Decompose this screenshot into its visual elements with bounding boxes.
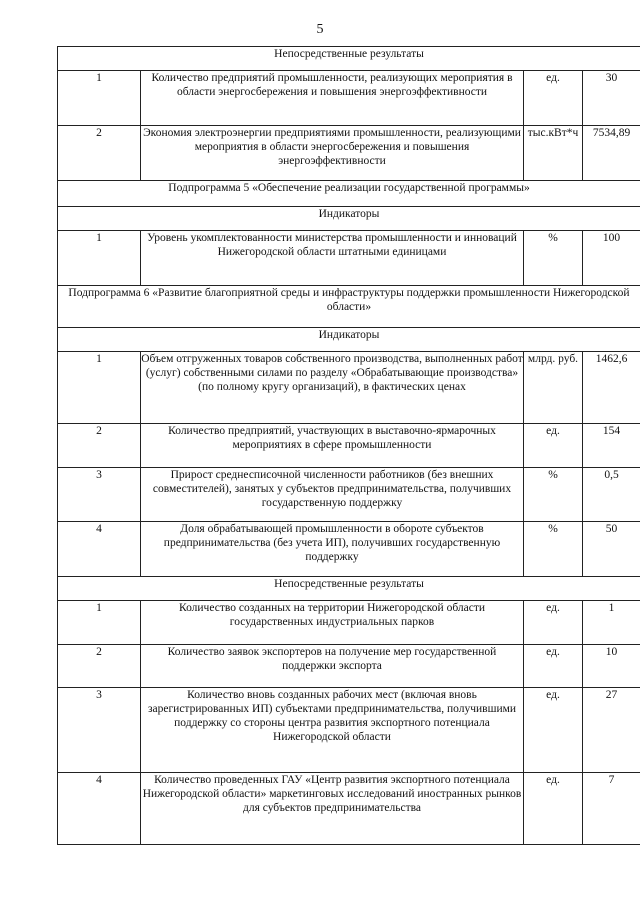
row-number: 4 — [58, 773, 141, 845]
row-unit: ед. — [524, 645, 583, 688]
row-unit: тыс.кВт*ч — [524, 126, 583, 181]
row-unit: ед. — [524, 71, 583, 126]
row-value: 7 — [583, 773, 640, 845]
table-row — [58, 601, 640, 645]
row-unit: % — [524, 522, 583, 577]
row-number: 1 — [58, 601, 141, 645]
row-number: 2 — [58, 645, 141, 688]
row-unit: ед. — [524, 688, 583, 773]
section-header: Индикаторы — [58, 328, 640, 352]
row-value: 27 — [583, 688, 640, 773]
section-header: Индикаторы — [58, 207, 640, 231]
row-description: Объем отгруженных товаров собственного производства, выполненных работ (услуг) собственными силами по разделу «Обрабатывающие производства» (по полному кругу организаций), в фактических ценах — [141, 352, 524, 424]
table-row — [58, 231, 640, 286]
row-value: 0,5 — [583, 468, 640, 522]
subprogram-header: Подпрограмма 5 «Обеспечение реализации государственной программы» — [58, 181, 640, 207]
row-number: 1 — [58, 352, 141, 424]
table-row — [58, 773, 640, 845]
row-number: 3 — [58, 468, 141, 522]
row-value: 100 — [583, 231, 640, 286]
table-row — [58, 522, 640, 577]
subprogram-header: Подпрограмма 6 «Развитие благоприятной среды и инфраструктуры поддержки промышленности Нижегородской области» — [58, 286, 640, 328]
row-value: 1 — [583, 601, 640, 645]
row-description: Доля обрабатывающей промышленности в обороте субъектов предпринимательства (без учета ИП), получивших государственную поддержку — [141, 522, 524, 577]
row-value: 154 — [583, 424, 640, 468]
table-row — [58, 468, 640, 522]
row-description: Количество предприятий, участвующих в выставочно-ярмарочных мероприятиях в сфере промышленности — [141, 424, 524, 468]
table-row — [58, 352, 640, 424]
row-value: 50 — [583, 522, 640, 577]
section-row — [58, 207, 640, 231]
row-description: Количество созданных на территории Нижегородской области государственных индустриальных парков — [141, 601, 524, 645]
row-unit: ед. — [524, 773, 583, 845]
row-value: 7534,89 — [583, 126, 640, 181]
row-description: Количество предприятий промышленности, реализующих мероприятия в области энергосбережения и повышения энергоэффективности — [141, 71, 524, 126]
row-number: 1 — [58, 231, 141, 286]
row-number: 4 — [58, 522, 141, 577]
section-header: Непосредственные результаты — [58, 577, 640, 601]
section-header: Непосредственные результаты — [58, 47, 640, 71]
section-row — [58, 286, 640, 328]
row-description: Количество вновь созданных рабочих мест (включая вновь зарегистрированных ИП) субъектами предпринимательства, получившими поддержку со стороны центра развития экспортного потенциала Нижегородской области — [141, 688, 524, 773]
section-row — [58, 577, 640, 601]
row-unit: % — [524, 231, 583, 286]
row-description: Количество заявок экспортеров на получение мер государственной поддержки экспорта — [141, 645, 524, 688]
row-description: Количество проведенных ГАУ «Центр развития экспортного потенциала Нижегородской области» маркетинговых исследований иностранных рынков для субъектов предпринимательства — [141, 773, 524, 845]
row-unit: ед. — [524, 424, 583, 468]
row-unit: ед. — [524, 601, 583, 645]
section-row — [58, 328, 640, 352]
row-description: Экономия электроэнергии предприятиями промышленности, реализующими мероприятия в области энергосбережения и повышения энергоэффективности — [141, 126, 524, 181]
table-row — [58, 688, 640, 773]
indicators-table — [57, 46, 640, 845]
table-row — [58, 126, 640, 181]
table-row — [58, 424, 640, 468]
row-value: 30 — [583, 71, 640, 126]
row-number: 2 — [58, 424, 141, 468]
page-number: 5 — [316, 22, 324, 37]
table-row — [58, 71, 640, 126]
row-description: Уровень укомплектованности министерства промышленности и инноваций Нижегородской области штатными единицами — [141, 231, 524, 286]
row-number: 1 — [58, 71, 141, 126]
row-value: 1462,6 — [583, 352, 640, 424]
row-unit: млрд. руб. — [524, 352, 583, 424]
section-row — [58, 181, 640, 207]
row-unit: % — [524, 468, 583, 522]
row-number: 3 — [58, 688, 141, 773]
row-description: Прирост среднесписочной численности работников (без внешних совместителей), занятых у субъектов предпринимательства, получивших государственную поддержку — [141, 468, 524, 522]
row-number: 2 — [58, 126, 141, 181]
section-row — [58, 47, 640, 71]
table-row — [58, 645, 640, 688]
row-value: 10 — [583, 645, 640, 688]
